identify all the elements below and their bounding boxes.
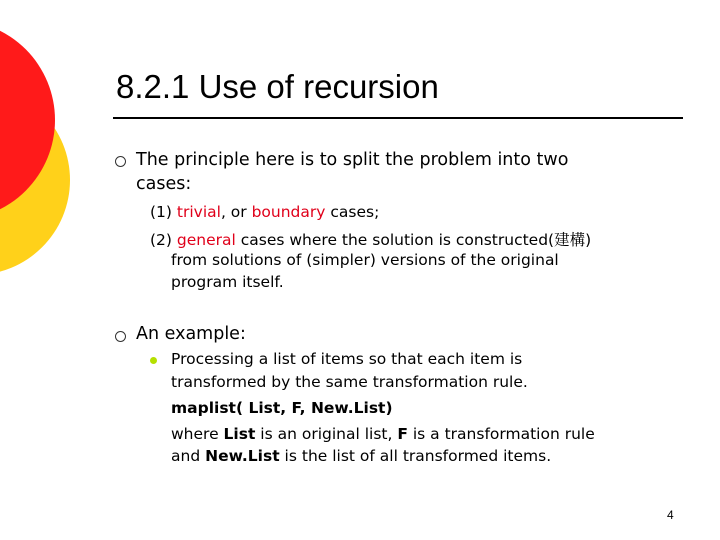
decorative-circles xyxy=(0,0,120,300)
keyword-boundary: boundary xyxy=(251,203,326,221)
case-1-prefix: (1) xyxy=(150,203,177,221)
bullet-1-line-2: cases: xyxy=(136,174,192,194)
title-underline xyxy=(113,117,683,119)
page-number: 4 xyxy=(667,508,674,522)
case-2-line-3: program itself. xyxy=(171,273,284,291)
bullet-2-text: An example: xyxy=(136,324,246,344)
where-2-a: and xyxy=(171,447,206,465)
where-2-b: is the list of all transformed items. xyxy=(279,447,552,465)
where-1-c: is a transformation rule xyxy=(407,425,595,443)
bullet-1-line-1: The principle here is to split the problem into two xyxy=(136,150,569,170)
keyword-trivial: trivial xyxy=(176,203,221,221)
ring-bullet-icon xyxy=(115,156,126,167)
where-line-2 xyxy=(171,447,551,465)
maplist-signature: maplist( List, F, New.List) xyxy=(171,399,393,417)
term-f: F xyxy=(397,425,408,443)
slide-title: 8.2.1 Use of recursion xyxy=(116,68,439,105)
case-2-prefix: (2) xyxy=(150,231,177,249)
case-1-suffix: cases; xyxy=(325,203,380,221)
term-list: List xyxy=(223,425,256,443)
where-1-b: is an original list, xyxy=(255,425,398,443)
example-line-1: Processing a list of items so that each item is xyxy=(171,350,523,368)
case-2-line-1 xyxy=(150,228,591,250)
ring-bullet-icon xyxy=(115,331,126,342)
green-dot-bullet-icon xyxy=(150,357,157,364)
where-1-a: where xyxy=(171,425,224,443)
keyword-general: general xyxy=(176,231,236,249)
case-1-line xyxy=(150,203,379,221)
example-line-2: transformed by the same transformation rule. xyxy=(171,373,528,391)
case-2-suffix: cases where the solution is constructed(建構) xyxy=(235,231,592,249)
term-newlist: New.List xyxy=(205,447,280,465)
where-line-1 xyxy=(171,425,595,443)
case-2-line-2: from solutions of (simpler) versions of the original xyxy=(171,251,559,269)
case-1-mid: , or xyxy=(220,203,252,221)
